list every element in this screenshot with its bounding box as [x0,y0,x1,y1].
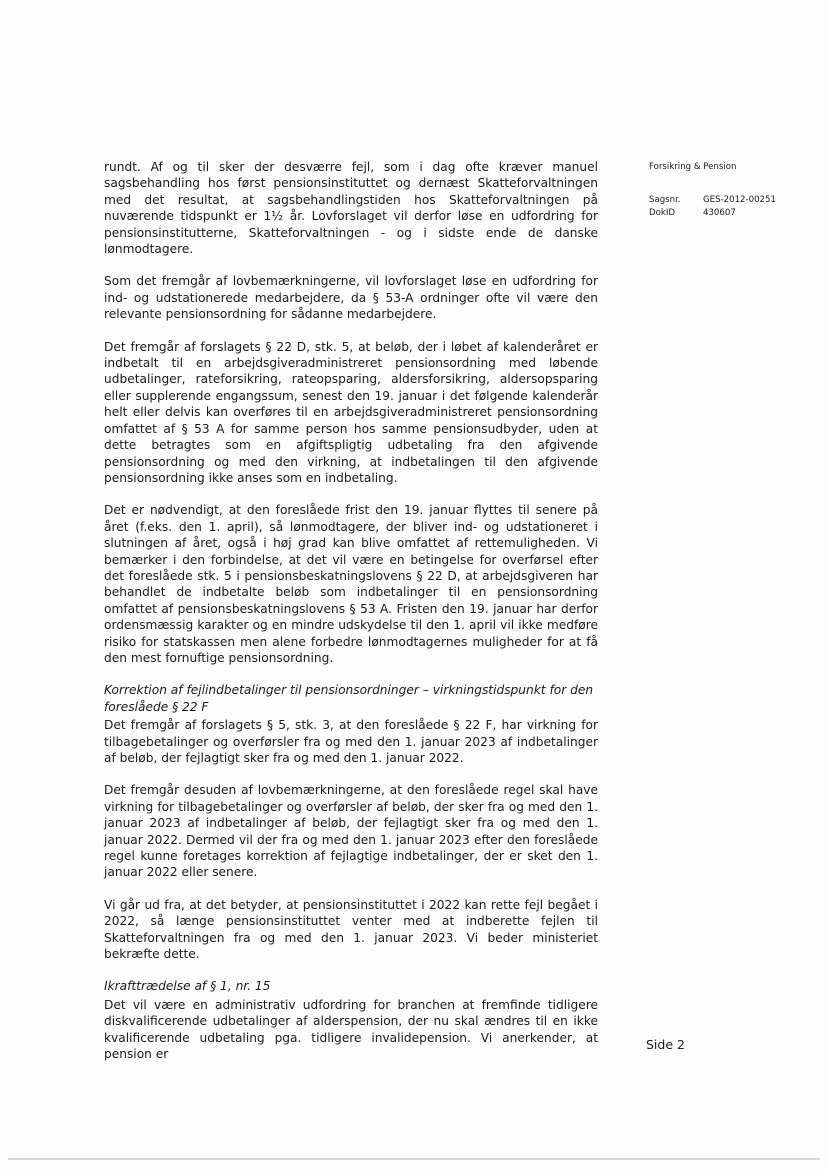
document-id-row [649,207,799,220]
section-heading: Korrektion af fejlindbetalinger til pensionsordninger – virkningstidspunkt for den foreslåede § 22 F [104,683,594,714]
document-metadata [649,161,799,221]
paragraph: Det fremgår af forslagets § 5, stk. 3, at den foreslåede § 22 F, har virkning for tilbagebetalinger og overførsler fra og med den 1. januar 2023 af indbetalinger af beløb, der fejlagtigt sker fra og med den 1. januar 2022. [104,718,598,765]
paragraph: Det er nødvendigt, at den foreslåede frist den 19. januar flyttes til senere på året (f.eks. den 1. april), så lønmodtagere, der bliver ind- og udstationeret i slutningen af året, også i høj grad kan blive omfattet af rettemuligheden. Vi bemærker i den forbindelse, at det vil være en betingelse for overførsel efter det foreslåede stk. 5 i pensionsbeskatningslovens § 22 D, at arbejdsgiveren har behandlet de indbetalte beløb som indbetalinger til en pensionsordning omfattet af pensionsbeskatningslovens § 53 A. Fristen den 19. januar har derfor ordensmæssig karakter og en mindre udskydelse til den 1. april vil ikke medføre risiko for statskassen men alene forbedre lønmodtagernes muligheder for at få den mest fornuftige pensionsordning. [104,503,598,665]
document-id-value: 430607 [703,208,736,219]
paragraph: rundt. Af og til sker der desværre fejl, som i dag ofte kræver manuel sagsbehandling hos først pensionsinstituttet og dernæst Skatteforvaltningen med det resultat, at sagsbehandlingstiden hos Skatteforvaltningen på nuværende tidspunkt er 1½ år. Lovforslaget vil derfor løse en udfordring for pensionsinstitutterne, Skatteforvaltningen - og i sidste ende de danske lønmodtagere. [104,160,598,257]
paragraph: Det fremgår af forslagets § 22 D, stk. 5, at beløb, der i løbet af kalenderåret er indbetalt til en arbejdsgiveradministreret pensionsordning med løbende udbetalinger, rateforsikring, rateopsparing, aldersforsikring, aldersopsparing eller supplerende engangssum, senest den 19. januar i det følgende kalenderår helt eller delvis kan overføres til en arbejdsgiveradministreret pensionsordning omfattet af § 53 A for samme person hos samme pensionsudbyder, uden at dette betragtes som en afgiftspligtig udbetaling fra den afgivende pensionsordning og med den virkning, at indbetalingen til den afgivende pensionsordning ikke anses som en indbetaling. [104,339,598,485]
paragraph: Som det fremgår af lovbemærkningerne, vil lovforslaget løse en udfordring for ind- og udstationerede medarbejdere, da § 53-A ordninger ofte vil være den relevante pensionsordning for sådanne medarbejdere. [104,274,598,322]
document-id-label: DokID [649,208,676,219]
paragraph: Det vil være en administrativ udfordring for branchen at fremfinde tidligere diskvalificerende udbetalinger af alderspension, der nu skal ændres til en ikke kvalificerende udbetaling pga. tidligere invalidepension. Vi anerkender, at pension er [104,997,598,1062]
organization-name: Forsikring & Pension [649,162,737,172]
page-edge [8,1158,820,1160]
page-number: Side 2 [646,1037,685,1052]
section-heading: Ikrafttrædelse af § 1, nr. 15 [104,979,271,994]
case-number-value: GES-2012-00251 [703,195,776,206]
paragraph: Det fremgår desuden af lovbemærkningerne, at den foreslåede regel skal have virkning for tilbagebetalinger og overførsler af beløb, der sker fra og med den 1. januar 2023 af indbetalinger af beløb, der fejlagtigt sker fra og med den 1. januar 2022. Dermed vil der fra og med den 1. januar 2023 efter den foreslåede regel kunne foretages korrektion af fejlagtige indbetalinger, der er sket den 1. januar 2022 eller senere. [104,783,598,880]
document-body [104,159,598,1079]
case-number-row [649,194,799,207]
case-number-label: Sagsnr. [649,195,681,206]
paragraph: Vi går ud fra, at det betyder, at pensionsinstituttet i 2022 kan rette fejl begået i 2022, så længe pensionsinstituttet venter med at indberette fejlen til Skatteforvaltningen fra og med den 1. januar 2023. Vi beder ministeriet bekræfte dette. [104,897,598,962]
